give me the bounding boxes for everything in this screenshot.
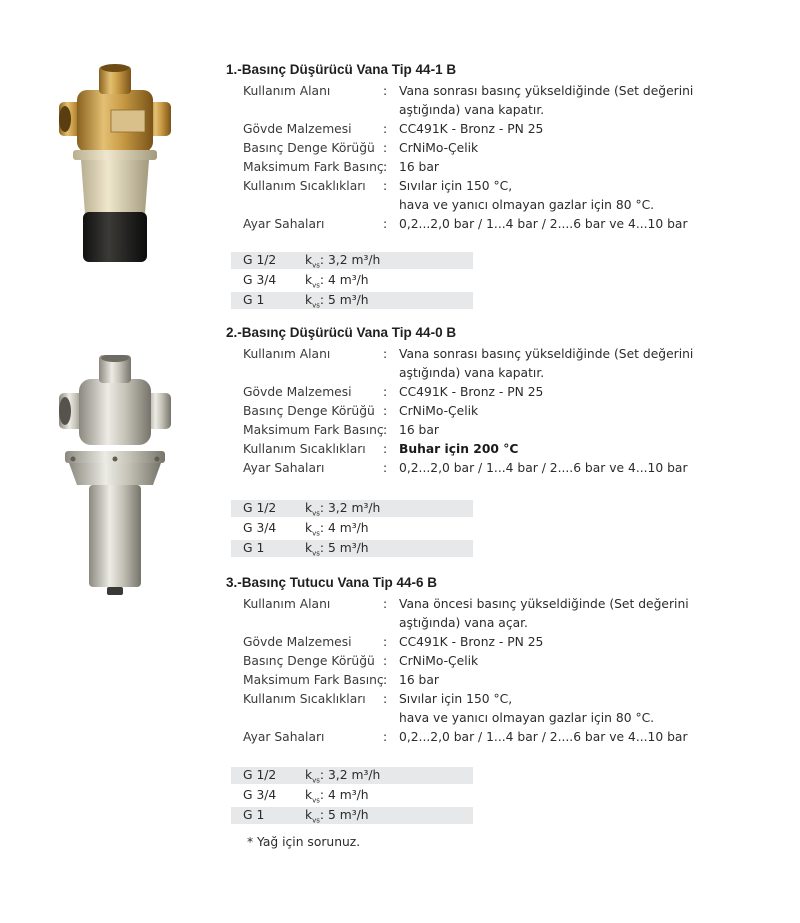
spec-value: Vana öncesi basınç yükseldiğinde (Set değerini aştığında) vana açar. xyxy=(399,597,689,630)
spec-list xyxy=(243,595,763,747)
spec-row-range xyxy=(243,459,763,478)
spec-label: Basınç Denge Körüğü xyxy=(243,404,375,418)
brass-valve-image xyxy=(55,62,175,262)
connection-size: G 1 xyxy=(243,541,265,555)
product-title: 3.-Basınç Tutucu Vana Tip 44-6 B xyxy=(226,575,438,590)
product-title: 1.-Basınç Düşürücü Vana Tip 44-1 B xyxy=(226,62,457,77)
spec-value: Sıvılar için 150 °C, hava ve yanıcı olmayan gazlar için 80 °C. xyxy=(399,692,655,725)
spec-row-usage xyxy=(243,345,763,383)
colon: : xyxy=(383,654,388,668)
spec-value: 0,2...2,0 bar / 1...4 bar / 2....6 bar ve 4...10 bar xyxy=(399,461,688,475)
spec-row-maxdiff xyxy=(243,671,763,690)
spec-value: 16 bar xyxy=(399,423,439,437)
kv-row xyxy=(231,520,473,537)
connection-size: G 1/2 xyxy=(243,501,277,515)
spec-label: Kullanım Sıcaklıkları xyxy=(243,442,366,456)
kv-table xyxy=(231,767,473,827)
connection-size: G 1 xyxy=(243,808,265,822)
kv-table xyxy=(231,252,473,312)
spec-label: Kullanım Alanı xyxy=(243,597,331,611)
spec-label: Ayar Sahaları xyxy=(243,461,325,475)
spec-label: Basınç Denge Körüğü xyxy=(243,654,375,668)
kv-value: $k_{vs}$: 3,2 m³/h xyxy=(305,501,381,518)
kv-row xyxy=(231,767,473,784)
spec-label: Kullanım Sıcaklıkları xyxy=(243,692,366,706)
spec-row-temp xyxy=(243,690,763,728)
spec-value: Buhar için 200 °C xyxy=(399,442,519,456)
connection-size: G 3/4 xyxy=(243,273,277,287)
spec-row-body xyxy=(243,120,763,139)
kv-value: $k_{vs}$: 4 m³/h xyxy=(305,788,369,805)
kv-row xyxy=(231,807,473,824)
kv-value: $k_{vs}$: 4 m³/h xyxy=(305,521,369,538)
colon: : xyxy=(383,217,388,231)
spec-label: Kullanım Sıcaklıkları xyxy=(243,179,366,193)
kv-table xyxy=(231,500,473,560)
spec-label: Kullanım Alanı xyxy=(243,84,331,98)
spec-value: Vana sonrası basınç yükseldiğinde (Set değerini aştığında) vana kapatır. xyxy=(399,84,694,117)
spec-row-temp xyxy=(243,440,763,459)
spec-row-usage xyxy=(243,595,763,633)
kv-row xyxy=(231,292,473,309)
spec-row-bellows xyxy=(243,402,763,421)
colon: : xyxy=(383,423,388,437)
connection-size: G 3/4 xyxy=(243,788,277,802)
spec-label: Kullanım Alanı xyxy=(243,347,331,361)
spec-value: CC491K - Bronz - PN 25 xyxy=(399,385,544,399)
kv-value: $k_{vs}$: 5 m³/h xyxy=(305,808,369,825)
spec-row-range xyxy=(243,215,763,234)
spec-value: CC491K - Bronz - PN 25 xyxy=(399,635,544,649)
spec-label: Ayar Sahaları xyxy=(243,217,325,231)
spec-list xyxy=(243,345,763,478)
spec-label: Gövde Malzemesi xyxy=(243,122,352,136)
spec-value: 0,2...2,0 bar / 1...4 bar / 2....6 bar ve 4...10 bar xyxy=(399,217,688,231)
spec-label: Maksimum Fark Basınç xyxy=(243,423,384,437)
spec-label: Gövde Malzemesi xyxy=(243,385,352,399)
colon: : xyxy=(383,160,388,174)
kv-value: $k_{vs}$: 5 m³/h xyxy=(305,541,369,558)
kv-row xyxy=(231,540,473,557)
spec-label: Ayar Sahaları xyxy=(243,730,325,744)
spec-value: 16 bar xyxy=(399,160,439,174)
colon: : xyxy=(383,597,388,611)
connection-size: G 1 xyxy=(243,293,265,307)
spec-value: CC491K - Bronz - PN 25 xyxy=(399,122,544,136)
spec-row-temp xyxy=(243,177,763,215)
spec-value: 16 bar xyxy=(399,673,439,687)
spec-row-usage xyxy=(243,82,763,120)
kv-row xyxy=(231,787,473,804)
connection-size: G 1/2 xyxy=(243,768,277,782)
colon: : xyxy=(383,385,388,399)
spec-row-maxdiff xyxy=(243,158,763,177)
colon: : xyxy=(383,179,388,193)
spec-row-maxdiff xyxy=(243,421,763,440)
kv-row xyxy=(231,252,473,269)
spec-label: Maksimum Fark Basınç xyxy=(243,673,384,687)
colon: : xyxy=(383,442,388,456)
spec-label: Gövde Malzemesi xyxy=(243,635,352,649)
spec-value: 0,2...2,0 bar / 1...4 bar / 2....6 bar ve 4...10 bar xyxy=(399,730,688,744)
kv-value: $k_{vs}$: 5 m³/h xyxy=(305,293,369,310)
kv-value: $k_{vs}$: 3,2 m³/h xyxy=(305,253,381,270)
colon: : xyxy=(383,673,388,687)
spec-label: Basınç Denge Körüğü xyxy=(243,141,375,155)
colon: : xyxy=(383,461,388,475)
product-title: 2.-Basınç Düşürücü Vana Tip 44-0 B xyxy=(226,325,457,340)
kv-value: $k_{vs}$: 3,2 m³/h xyxy=(305,768,381,785)
spec-value: Vana sonrası basınç yükseldiğinde (Set değerini aştığında) vana kapatır. xyxy=(399,347,694,380)
colon: : xyxy=(383,635,388,649)
kv-row xyxy=(231,500,473,517)
spec-value: CrNiMo-Çelik xyxy=(399,404,479,418)
spec-value: Sıvılar için 150 °C, hava ve yanıcı olmayan gazlar için 80 °C. xyxy=(399,179,655,212)
colon: : xyxy=(383,692,388,706)
connection-size: G 1/2 xyxy=(243,253,277,267)
connection-size: G 3/4 xyxy=(243,521,277,535)
colon: : xyxy=(383,141,388,155)
colon: : xyxy=(383,84,388,98)
spec-row-bellows xyxy=(243,139,763,158)
colon: : xyxy=(383,122,388,136)
spec-row-bellows xyxy=(243,652,763,671)
spec-list xyxy=(243,82,763,234)
footnote: * Yağ için sorunuz. xyxy=(247,835,361,849)
spec-label: Maksimum Fark Basınç xyxy=(243,160,384,174)
kv-value: $k_{vs}$: 4 m³/h xyxy=(305,273,369,290)
spec-row-range xyxy=(243,728,763,747)
kv-row xyxy=(231,272,473,289)
spec-value: CrNiMo-Çelik xyxy=(399,654,479,668)
colon: : xyxy=(383,404,388,418)
spec-row-body xyxy=(243,633,763,652)
colon: : xyxy=(383,347,388,361)
colon: : xyxy=(383,730,388,744)
spec-value: CrNiMo-Çelik xyxy=(399,141,479,155)
nickel-valve-image xyxy=(55,355,175,605)
spec-row-body xyxy=(243,383,763,402)
